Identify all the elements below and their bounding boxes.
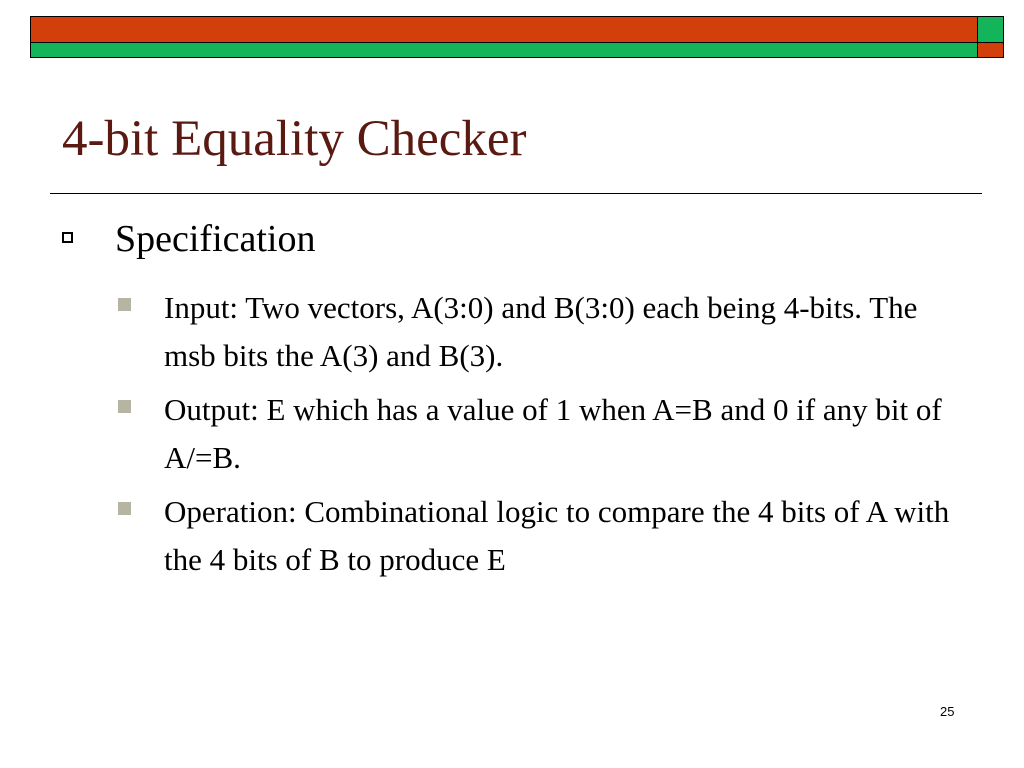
filled-square-bullet-icon [118,502,131,515]
header-decoration-bar-red [30,16,978,43]
header-decoration-bar-green [30,42,978,58]
filled-square-bullet-icon [118,298,131,311]
sub-bullet-text: Output: E which has a value of 1 when A=B and 0 if any bit of A/=B. [164,392,942,475]
slide-number: 25 [940,704,955,719]
sub-bullet-text: Operation: Combinational logic to compare the 4 bits of A with the 4 bits of B to produce E [164,494,950,577]
bullet-text: Specification [115,218,316,260]
sub-bullet-input [118,284,978,380]
sub-bullet-text: Input: Two vectors, A(3:0) and B(3:0) each being 4-bits. The msb bits the A(3) and B(3). [164,290,918,373]
corner-decoration-green [977,16,1004,43]
title-divider [50,193,982,194]
slide-title: 4-bit Equality Checker [62,111,527,167]
sub-bullet-output [118,386,978,482]
hollow-square-bullet-icon [62,232,73,243]
corner-decoration-red [977,42,1004,58]
sub-bullet-list [118,284,978,590]
filled-square-bullet-icon [118,400,131,413]
sub-bullet-operation [118,488,978,584]
